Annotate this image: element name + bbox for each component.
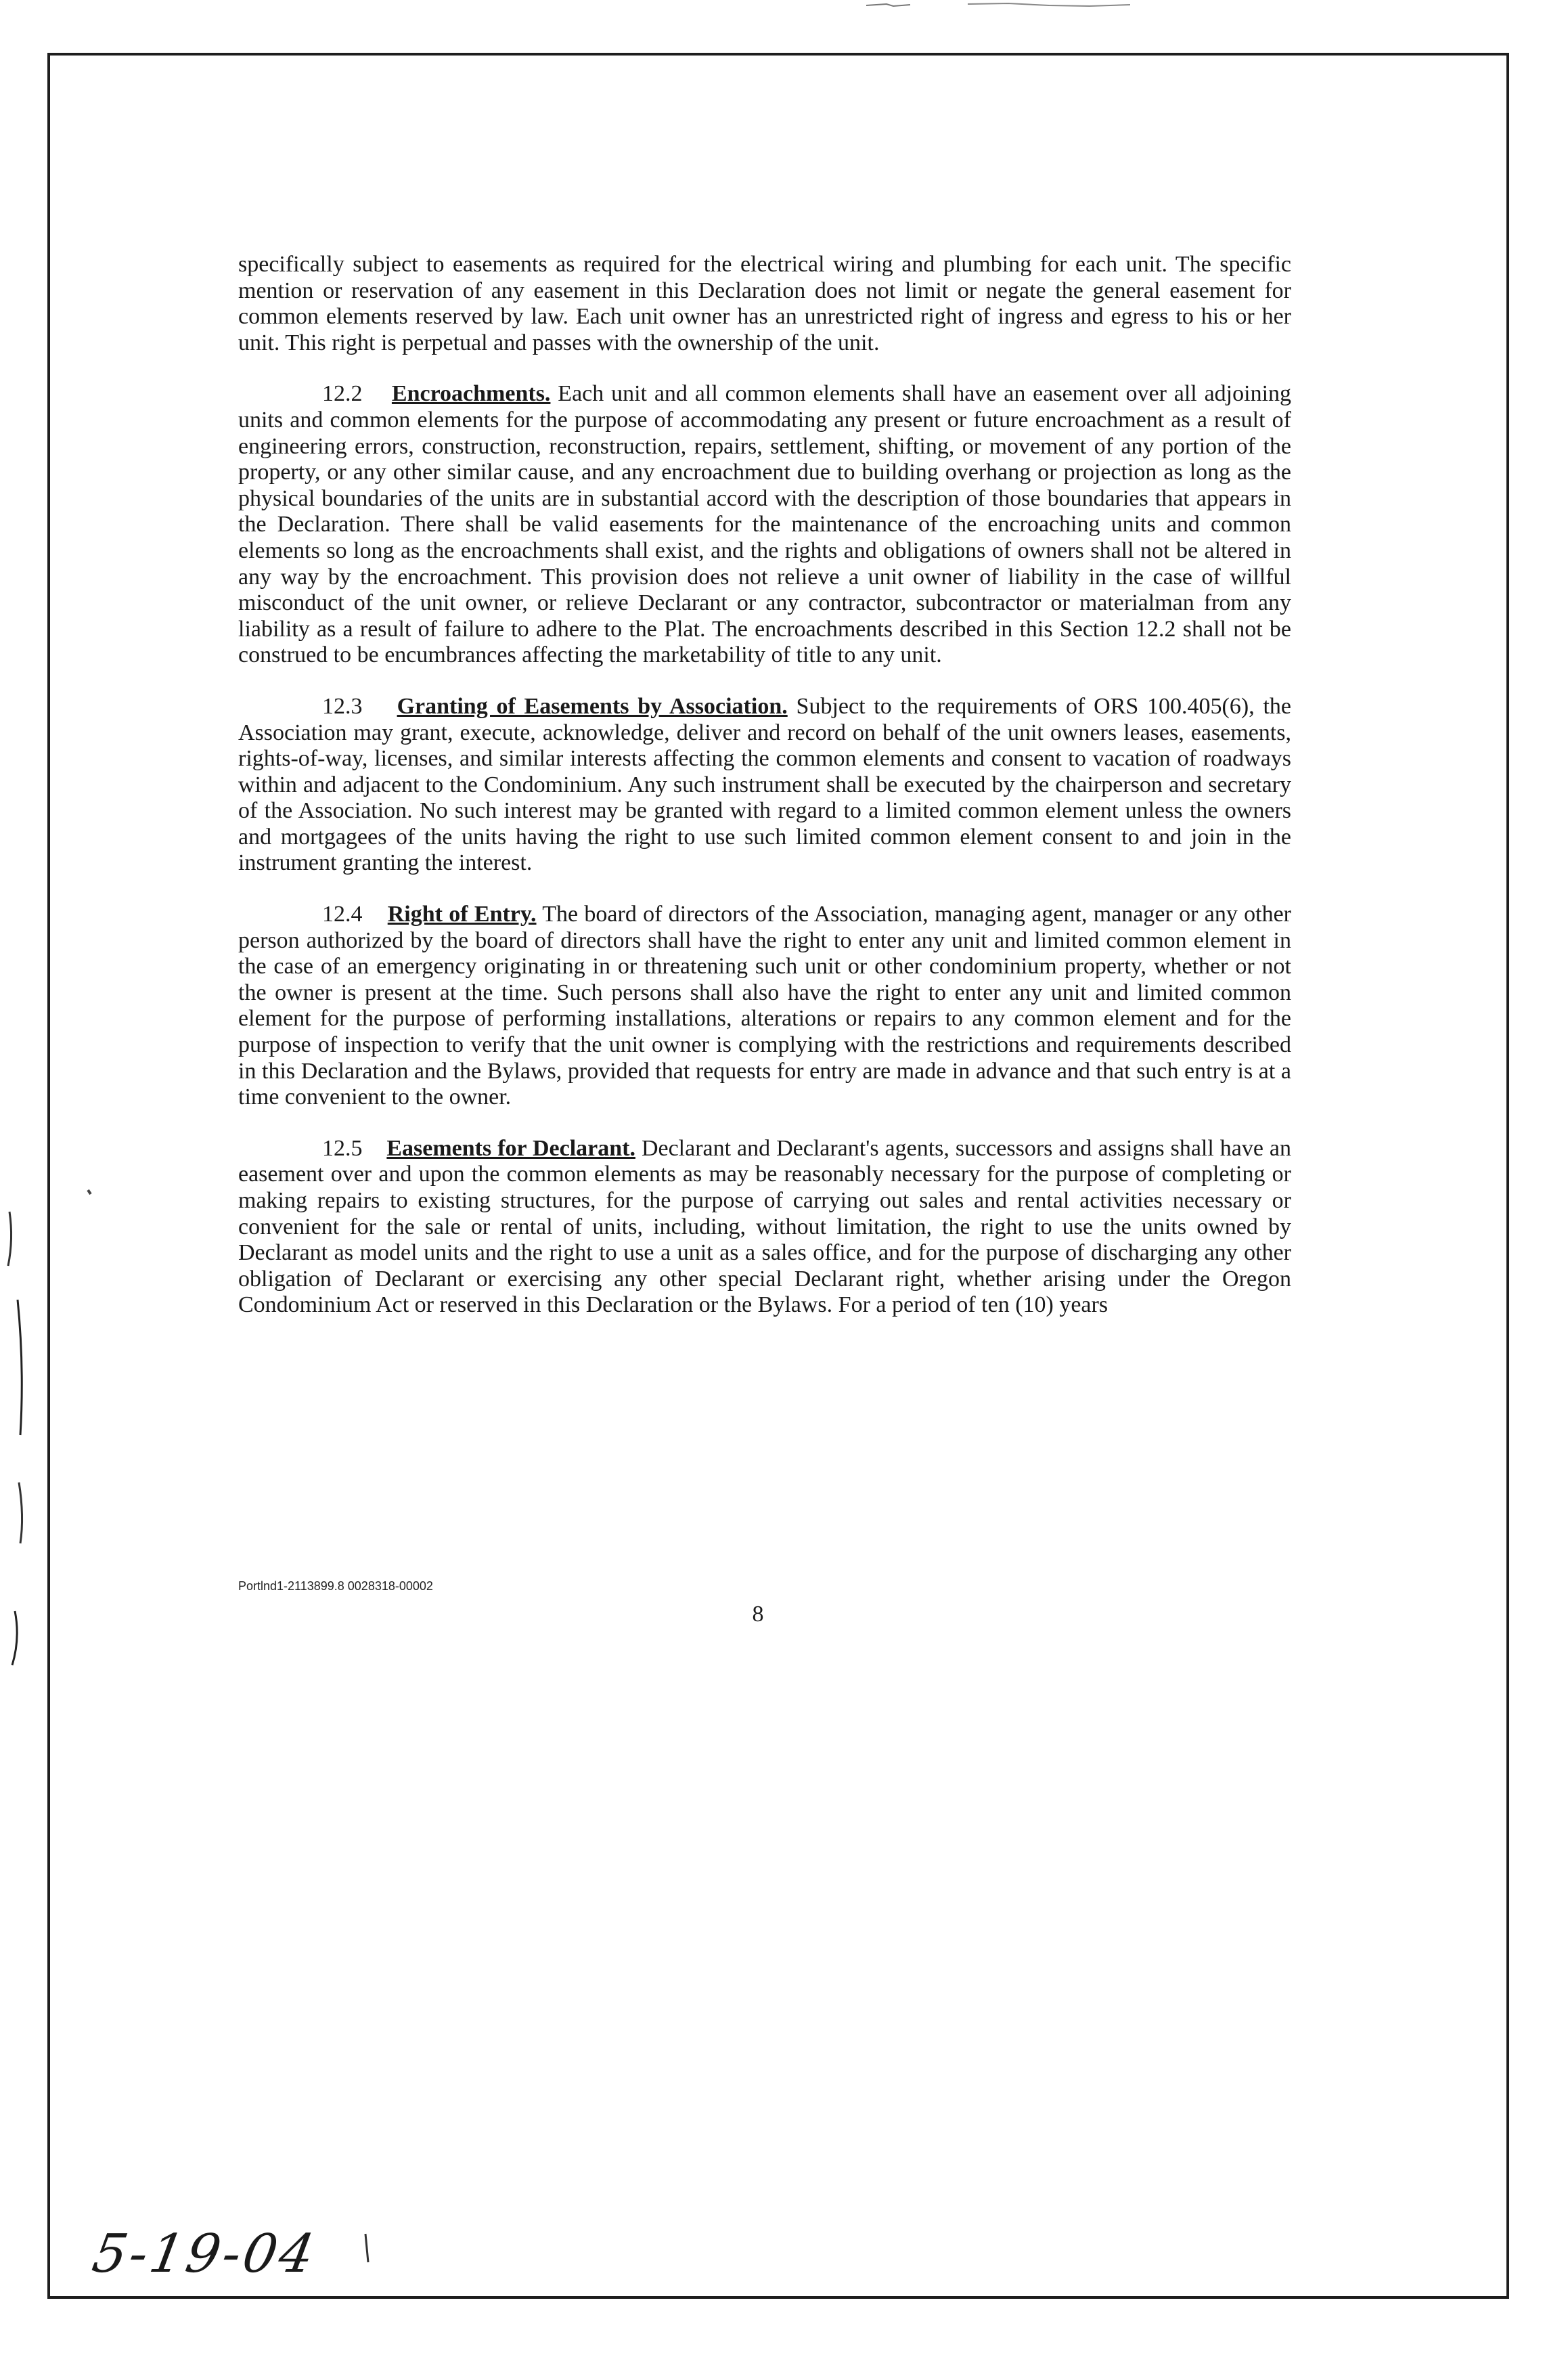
section-heading: Granting of Easements by Association.	[397, 693, 788, 719]
section-12-4	[238, 902, 1291, 1111]
paragraph-text: specifically subject to easements as required for the electrical wiring and plumbing for each unit. The specific mention or reservation of any easement in this Declaration does not limit or negate the general easement for common elements reserved by law. Each unit owner has an unrestricted right of ingress and egress to his or her unit. This right is perpetual and passes with the ownership of the unit.	[238, 252, 1291, 355]
section-12-3	[238, 694, 1291, 877]
section-heading: Right of Entry.	[387, 902, 537, 927]
section-number: 12.2	[322, 381, 363, 407]
section-number: 12.3	[322, 693, 363, 719]
paragraph-text: Each unit and all common elements shall have an easement over all adjoining units and common elements for the purpose of accommodating any present or future encroachment as a result of engineering errors, construction, reconstruction, repairs, settlement, shifting, or movement of any portion of the property, or any other similar cause, and any encroachment due to building overhang or projection as long as the physical boundaries of the units are in substantial accord with the description of those boundaries that appears in the Declaration. There shall be valid easements for the maintenance of the encroaching units and common elements so long as the encroachments shall exist, and the rights and obligations of owners shall not be altered in any way by the encroachment. This provision does not relieve a unit owner of liability in the case of willful misconduct of the unit owner, or relieve Declarant or any contractor, subcontractor or materialman from any liability as a result of failure to adhere to the Plat. The encroachments described in this Section 12.2 shall not be construed to be encumbrances affecting the marketability of title to any unit.	[238, 381, 1292, 668]
paragraph-text: Declarant and Declarant's agents, successors and assigns shall have an easement over and upon the common elements as may be reasonably necessary for the purpose of completing or making repairs to existing structures, for the purpose of carrying out sales and rental activities necessary or convenient for the sale or rental of units, including, without limitation, the right to use the units owned by Declarant as model units and the right to use a unit as a sales office, and for the purpose of discharging any other obligation of Declarant or exercising any other special Declarant right, whether arising under the Oregon Condominium Act or reserved in this Declaration or the Bylaws. For a period of ten (10) years	[238, 1135, 1292, 1318]
section-heading: Easements for Declarant.	[386, 1135, 635, 1161]
section-heading: Encroachments.	[391, 381, 551, 407]
paragraph-continuation	[238, 252, 1291, 356]
section-12-2	[238, 381, 1291, 669]
handwritten-date: 5-19-04	[88, 2224, 321, 2285]
section-number: 12.5	[322, 1135, 363, 1161]
page-number: 8	[752, 1602, 764, 1627]
section-12-5	[238, 1136, 1291, 1319]
paragraph-text: Subject to the requirements of ORS 100.405(6), the Association may grant, execute, acknowledge, deliver and record on behalf of the unit owners leases, easements, rights-of-way, licenses, and similar interests affecting the common elements and consent to vacation of roadways within and adjacent to the Condominium. Any such instrument shall be executed by the chairperson and secretary of the Association. No such interest may be granted with regard to a limited common element unless the owners and mortgagees of the units having the right to use such limited common element consent to and join in the instrument granting the interest.	[238, 693, 1292, 876]
document-footer-id: Portlnd1-2113899.8 0028318-00002	[238, 1579, 433, 1593]
paragraph-text: The board of directors of the Association, managing agent, manager or any other person authorized by the board of directors shall have the right to enter any unit and limited common element in the case of an emergency originating in or threatening such unit or other condominium property, whether or not the owner is present at the time. Such persons shall also have the right to enter any unit and limited common element for the purpose of performing installations, alterations or repairs to any common element and for the purpose of inspection to verify that the unit owner is complying with the restrictions and requirements described in this Declaration and the Bylaws, provided that requests for entry are made in advance and that such entry is at a time convenient to the owner.	[238, 902, 1291, 1110]
scan-noise-top	[846, 0, 1171, 14]
section-number: 12.4	[322, 902, 363, 927]
document-body	[238, 252, 1291, 1344]
